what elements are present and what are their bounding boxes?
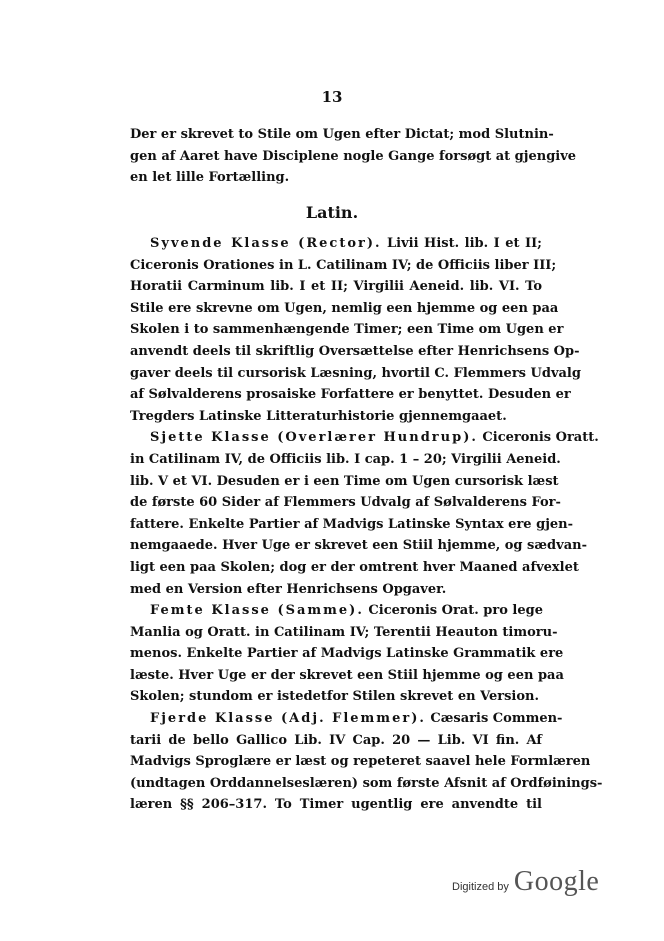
latin-section	[130, 233, 603, 816]
text-line: Skolen; stundom er istedetfor Stilen skrevet en Version.	[130, 689, 539, 705]
text-line: ligt een paa Skolen; dog er der omtrent hver Maaned afvexlet	[130, 559, 579, 575]
section-heading: Latin.	[305, 203, 359, 222]
class-paragraph-fjerde	[130, 708, 603, 816]
google-logo: Google	[513, 866, 600, 897]
text-line: menos. Enkelte Partier af Madvigs Latinske Grammatik ere	[130, 646, 564, 662]
class-paragraph-syvende	[130, 233, 581, 427]
text-fragment: Livii Hist. lib. I et II;	[387, 236, 542, 251]
text-fragment: Ciceronis Oratt.	[482, 430, 599, 446]
text-line	[130, 233, 542, 255]
class-name: Fjerde Klasse (Adj. Flemmer).	[150, 711, 426, 727]
text-line: Manlia og Oratt. in Catilinam IV; Terentii Heauton timoru-	[130, 624, 558, 640]
text-line: lib. V et VI. Desuden er i een Time om Ugen cursorisk læst	[130, 473, 559, 489]
text-line: fattere. Enkelte Partier af Madvigs Latinske Syntax ere gjen-	[130, 516, 574, 532]
text-line: af Sølvalderens prosaiske Forfattere er benyttet. Desuden er	[130, 387, 571, 403]
text-line: Der er skrevet to Stile om Ugen efter Dictat; mod Slutnin-	[130, 127, 554, 142]
text-line: Skolen i to sammenhængende Timer; een Time om Ugen er	[130, 322, 564, 338]
class-name: Sjette Klasse (Overlærer Hundrup).	[150, 430, 478, 446]
text-line: med en Version efter Henrichsens Opgaver.	[130, 581, 447, 597]
text-line: læren §§ 206–317. To Timer ugentlig ere anvendte til	[130, 797, 542, 813]
text-line: gen af Aaret have Disciplene nogle Gange forsøgt at gjengive	[130, 148, 577, 164]
text-line: (undtagen Orddannelseslæren) som første Afsnit af Ordføinings-	[130, 775, 603, 791]
class-paragraph-femte	[130, 600, 564, 708]
page-number: 13	[321, 88, 343, 106]
class-paragraph-sjette	[130, 427, 599, 600]
text-line: Horatii Carminum lib. I et II; Virgilii Aeneid. lib. VI. To	[130, 279, 542, 295]
text-line: nemgaaede. Hver Uge er skrevet een Stiil hjemme, og sædvan-	[130, 538, 587, 554]
class-name: Femte Klasse (Samme).	[150, 603, 364, 619]
text-line: Stile ere skrevne om Ugen, nemlig een hjemme og een paa	[130, 300, 559, 316]
text-line: en let lille Fortælling.	[130, 170, 290, 186]
digitization-watermark	[452, 866, 599, 898]
text-line: anvendt deels til skriftlig Oversættelse efter Henrichsens Op-	[130, 343, 580, 359]
text-fragment: Cæsaris Commen-	[430, 711, 563, 727]
text-line: læste. Hver Uge er der skrevet een Stiil hjemme og een paa	[130, 667, 564, 683]
text-line: Tregders Latinske Litteraturhistorie gjennemgaaet.	[130, 408, 507, 424]
digitized-by-label: Digitized by	[452, 881, 509, 893]
text-line	[130, 600, 542, 622]
text-line: Ciceronis Orationes in L. Catilinam IV; de Officiis liber III;	[130, 257, 557, 273]
text-line	[130, 708, 563, 730]
text-line: Madvigs Sproglære er læst og repeteret saavel hele Formlæren	[130, 754, 591, 770]
text-fragment: Ciceronis Orat. pro lege	[368, 603, 543, 619]
class-name: Syvende Klasse (Rector).	[150, 236, 382, 251]
text-line	[130, 427, 599, 449]
intro-paragraph	[130, 124, 577, 189]
text-line: in Catilinam IV, de Officiis lib. I cap. 1 – 20; Virgilii Aeneid.	[130, 451, 561, 467]
text-line: de første 60 Sider af Flemmers Udvalg af Sølvalderens For-	[130, 495, 561, 511]
text-line: tarii de bello Gallico Lib. IV Cap. 20 — Lib. VI fin. Af	[130, 732, 542, 748]
text-line: gaver deels til cursorisk Læsning, hvortil C. Flemmers Udvalg	[130, 365, 581, 381]
